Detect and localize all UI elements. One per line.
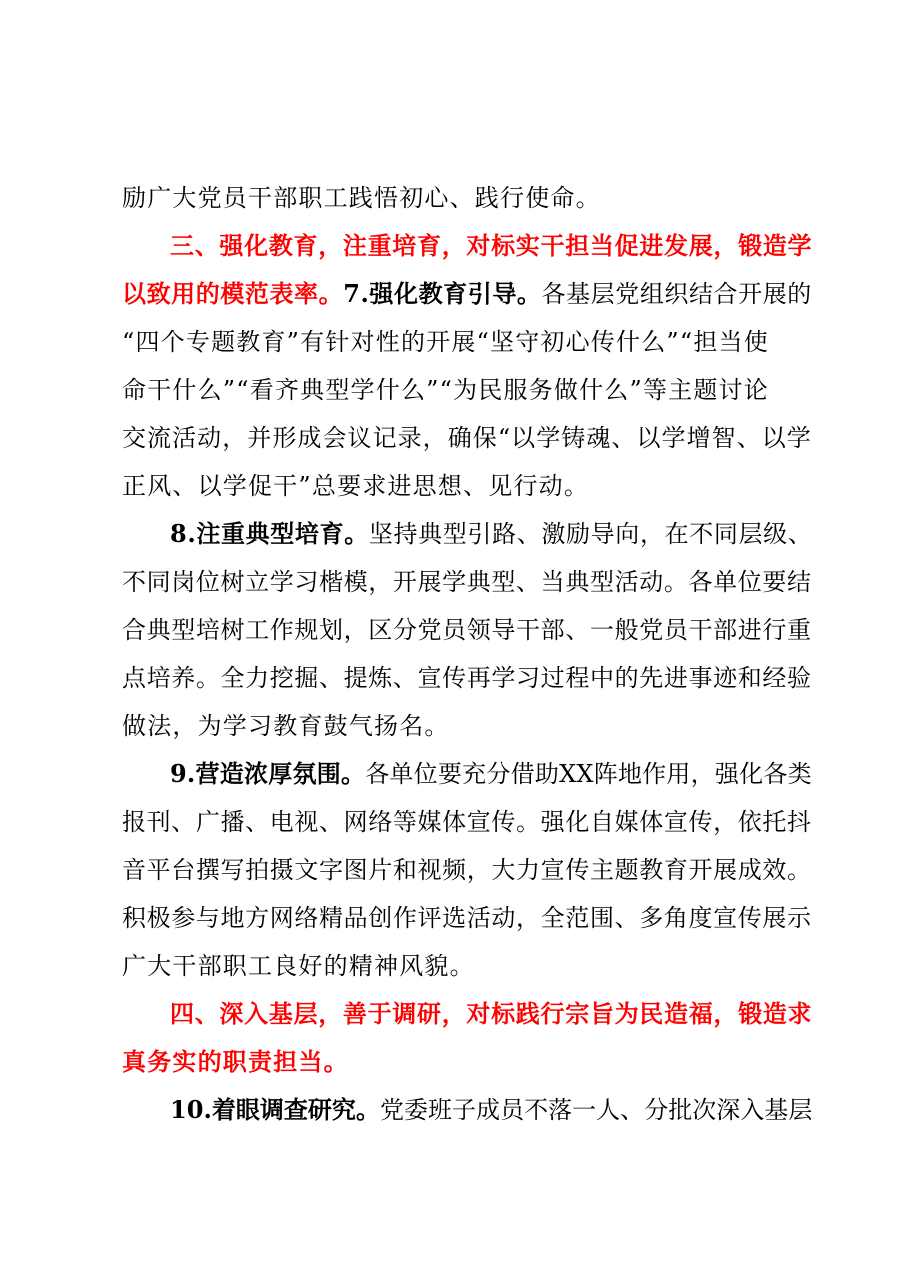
paragraph-line [122, 902, 812, 934]
paragraph-line [122, 950, 812, 982]
body-text: 党委班子成员不落一人、分批次深入基层 [379, 1096, 813, 1124]
paragraph-line [122, 422, 812, 454]
paragraph-line [170, 518, 812, 550]
heading-text: 三、强化教育，注重培育，对标实干担当促进发展，锻造学 [170, 231, 813, 260]
paragraph-line [122, 566, 812, 598]
body-text: 正风、以学促干”总要求进思想、见行动。 [122, 472, 590, 500]
heading-text: 真务实的职责担当。 [122, 1047, 349, 1076]
paragraph-line [122, 278, 812, 310]
item-title: 7.强化教育引导。 [343, 279, 542, 308]
body-text: “四个专题教育”有针对性的开展“坚守初心传什么”“担当使 [122, 328, 769, 356]
item-title: 8.注重典型培育。 [170, 519, 369, 548]
paragraph-line [170, 1094, 812, 1126]
section-heading-3 [170, 230, 812, 262]
item-title: 9.营造浓厚氛围。 [170, 759, 366, 788]
heading-text: 四、深入基层，善于调研，对标践行宗旨为民造福，锻造求 [170, 999, 813, 1028]
paragraph-line [122, 854, 812, 886]
paragraph-line [170, 758, 812, 790]
section-heading-4 [170, 998, 812, 1030]
paragraph-line [122, 806, 812, 838]
body-text: 广大干部职工良好的精神风貌。 [122, 952, 475, 980]
body-text: 做法，为学习教育鼓气扬名。 [122, 712, 450, 740]
heading-text: 以致用的模范表率。 [122, 279, 344, 308]
paragraph-line [122, 326, 812, 358]
paragraph-line [122, 470, 812, 502]
paragraph-line [122, 662, 812, 694]
paragraph-line [122, 614, 812, 646]
body-text: 命干什么”“看齐典型学什么”“为民服务做什么”等主题讨论 [122, 376, 769, 404]
body-text: 报刊、广播、电视、网络等媒体宣传。强化自媒体宣传，依托抖 [122, 808, 812, 836]
item-title: 10.着眼调查研究。 [170, 1095, 380, 1124]
body-text: 交流活动，并形成会议记录，确保“以学铸魂、以学增智、以学 [122, 424, 812, 452]
body-text: 积极参与地方网络精品创作评选活动，全范围、多角度宣传展示 [122, 904, 812, 932]
body-text: 坚持典型引路、激励导向，在不同层级、 [368, 520, 813, 548]
paragraph-line [122, 374, 812, 406]
section-heading-4-cont [122, 1046, 812, 1078]
paragraph-line [122, 182, 812, 214]
body-text: 不同岗位树立学习楷模，开展学典型、当典型活动。各单位要结 [122, 568, 812, 596]
body-text: 点培养。全力挖掘、提炼、宣传再学习过程中的先进事迹和经验 [122, 664, 812, 692]
body-text: 励广大党员干部职工践悟初心、践行使命。 [122, 184, 601, 212]
body-text: 音平台撰写拍摄文字图片和视频，大力宣传主题教育开展成效。 [122, 856, 812, 884]
paragraph-line [122, 710, 812, 742]
body-text: 合典型培树工作规划，区分党员领导干部、一般党员干部进行重 [122, 616, 812, 644]
body-text: 各单位要充分借助XX阵地作用，强化各类 [365, 760, 812, 788]
body-text: 各基层党组织结合开展的 [541, 280, 812, 308]
